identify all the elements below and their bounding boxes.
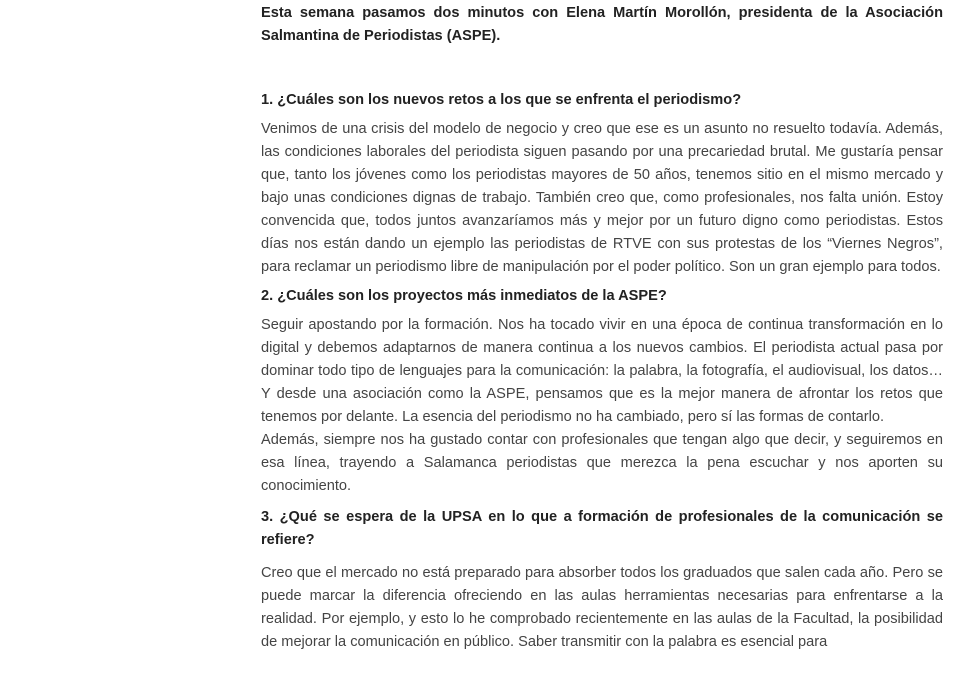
answer-2-paragraph: Además, siempre nos ha gustado contar con profesionales que tengan algo que decir, y seguiremos en esa línea, trayendo a Salamanca periodistas que merezca la pena escuchar y nos aporten su conocimiento. bbox=[261, 432, 943, 494]
answer-3 bbox=[261, 562, 943, 654]
answer-2-paragraph: Seguir apostando por la formación. Nos ha tocado vivir en una época de continua transformación en lo digital y debemos adaptarnos de manera continua a los nuevos cambios. El periodista actual pasa por dominar todo tipo de lenguajes para la comunicación: la palabra, la fotografía, el audiovisual, los datos… Y desde una asociación como la ASPE, pensamos que es la mejor manera de afrontar los retos que tenemos por delante. La esencia del periodismo no ha cambiado, pero sí las formas de contarlo. bbox=[261, 317, 943, 425]
question-3-heading: 3. ¿Qué se espera de la UPSA en lo que a formación de profesionales de la comunicación se refiere? bbox=[261, 509, 943, 548]
answer-1-paragraph: Venimos de una crisis del modelo de negocio y creo que ese es un asunto no resuelto todavía. Además, las condiciones laborales del periodista siguen pasando por una precariedad brutal. Me gustaría pensar que, tanto los jóvenes como los periodistas mayores de 50 años, tenemos sitio en el mismo mercado y bajo unas condiciones dignas de trabajo. También creo que, como profesionales, nos falta unión. Estoy convencida que, todos juntos avanzaríamos más y mejor por un futuro digno como periodistas. Estos días nos están dando un ejemplo las periodistas de RTVE con sus protestas de los “Viernes Negros”, para reclamar un periodismo libre de manipulación por el poder político. Son un gran ejemplo para todos. bbox=[261, 121, 943, 275]
article-intro: Esta semana pasamos dos minutos con Elena Martín Morollón, presidenta de la Asociación Salmantina de Periodistas (ASPE). bbox=[261, 5, 943, 44]
answer-3-paragraph: Creo que el mercado no está preparado para absorber todos los graduados que salen cada año. Pero se puede marcar la diferencia ofreciendo en las aulas herramientas necesarias para enfrentarse a la realidad. Por ejemplo, y esto lo he comprobado recientemente en las aulas de la Facultad, la posibilidad de mejorar la comunicación en público. Saber transmitir con la palabra es esencial para bbox=[261, 565, 943, 650]
answer-2 bbox=[261, 314, 943, 498]
question-1-heading: 1. ¿Cuáles son los nuevos retos a los que se enfrenta el periodismo? bbox=[261, 92, 742, 108]
article-body bbox=[261, 0, 943, 654]
question-2-heading: 2. ¿Cuáles son los proyectos más inmediatos de la ASPE? bbox=[261, 288, 667, 304]
answer-1 bbox=[261, 118, 943, 279]
